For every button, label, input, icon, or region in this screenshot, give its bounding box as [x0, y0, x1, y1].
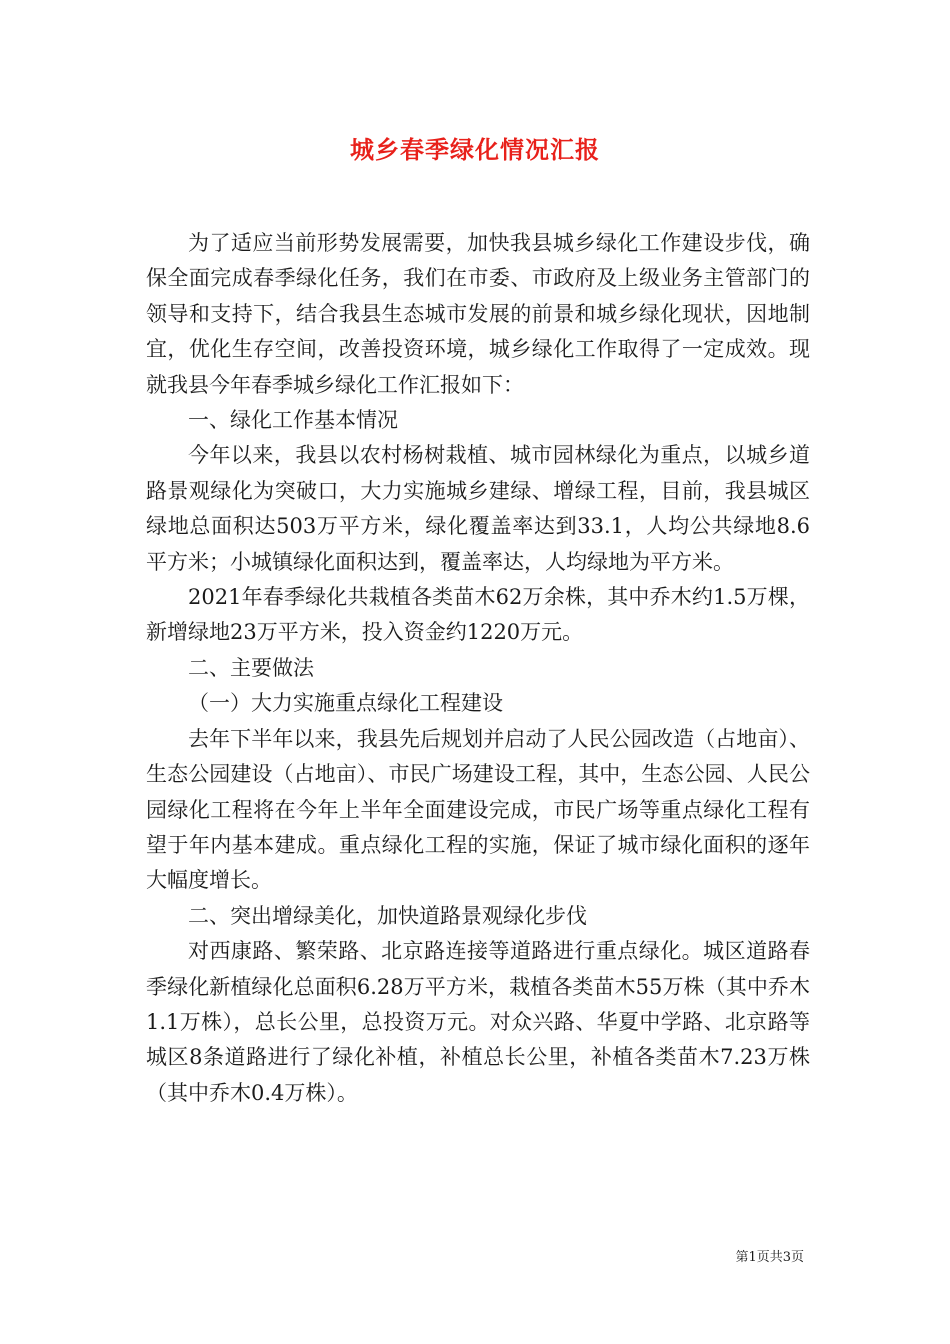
subsection-heading-key-projects: （一）大力实施重点绿化工程建设: [188, 691, 503, 716]
paragraph-spring-planting: 2021年春季绿化共栽植各类苗木62万余株，其中乔木约1.5万棵，新增绿地23万平方米，投入资金约1220万元。: [146, 585, 810, 645]
paragraph-road-greening: 对西康路、繁荣路、北京路连接等道路进行重点绿化。城区道路春季绿化新植绿化总面积6.28万平方米，栽植各类苗木55万株（其中乔木1.1万株），总长公里，总投资万元。对众兴路、华夏中学路、北京路等城区8条道路进行了绿化补植，补植总长公里，补植各类苗木7.23万株（其中乔木0.4万株）。: [146, 939, 810, 1105]
section-heading-main-practices: 二、主要做法: [188, 655, 314, 680]
paragraph-intro: 为了适应当前形势发展需要，加快我县城乡绿化工作建设步伐，确保全面完成春季绿化任务，我们在市委、市政府及上级业务主管部门的领导和支持下，结合我县生态城市发展的前景和城乡绿化现状，因地制宜，优化生存空间，改善投资环境，城乡绿化工作取得了一定成效。现就我县今年春季城乡绿化工作汇报如下：: [146, 231, 810, 397]
subsection-heading-road-greening: 二、突出增绿美化，加快道路景观绿化步伐: [188, 903, 587, 928]
section-heading-basic-situation: 一、绿化工作基本情况: [188, 408, 398, 433]
document-body: [146, 226, 810, 1111]
paragraph-basic-situation: 今年以来，我县以农村杨树栽植、城市园林绿化为重点，以城乡道路景观绿化为突破口，大力实施城乡建绿、增绿工程，目前，我县城区绿地总面积达503万平方米，绿化覆盖率达到33.1，人均公共绿地8.6平方米；小城镇绿化面积达到，覆盖率达，人均绿地为平方米。: [146, 443, 810, 574]
page-number-footer: 第1页共3页: [735, 1250, 804, 1265]
document-title: 城乡春季绿化情况汇报: [350, 135, 600, 164]
paragraph-key-projects: 去年下半年以来，我县先后规划并启动了人民公园改造（占地亩）、生态公园建设（占地亩）、市民广场建设工程，其中，生态公园、人民公园绿化工程将在今年上半年全面建设完成，市民广场等重点绿化工程有望于年内基本建成。重点绿化工程的实施，保证了城市绿化面积的逐年大幅度增长。: [146, 726, 810, 893]
